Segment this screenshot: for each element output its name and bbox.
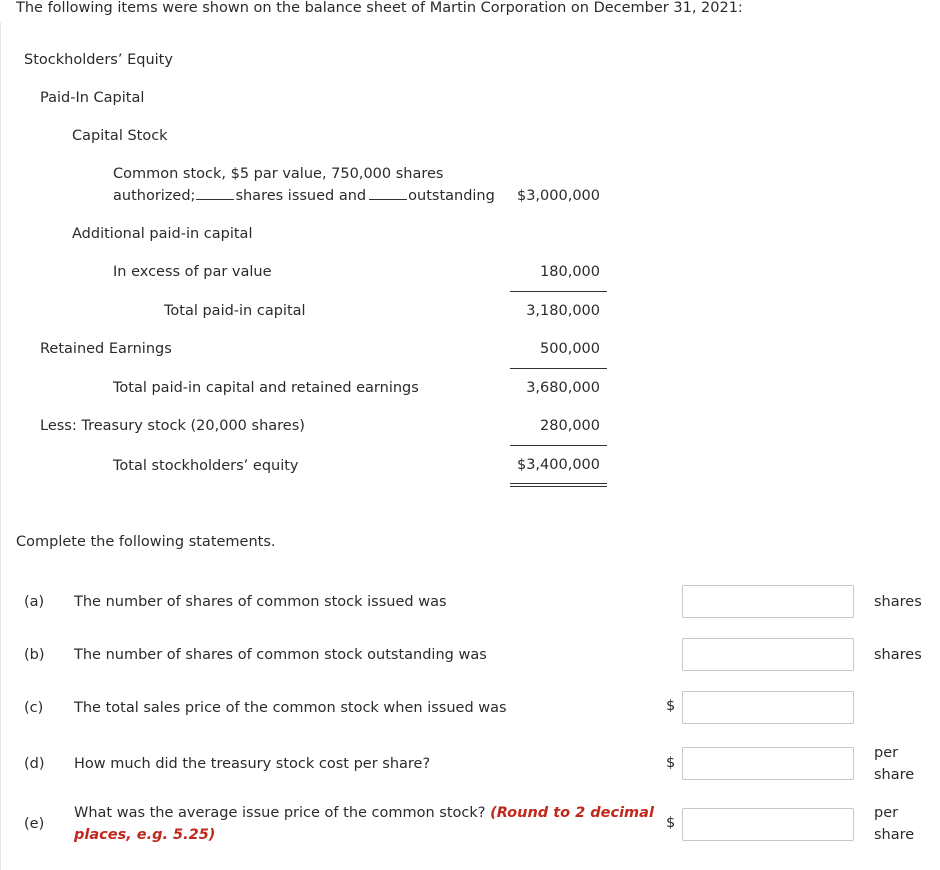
subtotal-rule bbox=[510, 368, 607, 369]
retained-earnings-label: Retained Earnings bbox=[40, 341, 172, 357]
question-label: (d) bbox=[24, 756, 45, 772]
paid-in-heading: Paid-In Capital bbox=[40, 90, 145, 106]
unit-label: shares bbox=[874, 647, 922, 663]
question-text: What was the average issue price of the common stock? bbox=[74, 805, 486, 821]
retained-earnings-amount: 500,000 bbox=[540, 341, 600, 357]
outstanding-blank bbox=[369, 188, 407, 200]
question-label: (c) bbox=[24, 700, 44, 716]
question-label: (b) bbox=[24, 647, 45, 663]
question-card bbox=[0, 22, 940, 870]
question-text-line1 bbox=[74, 805, 654, 821]
excess-amount: 180,000 bbox=[540, 264, 600, 280]
total-pic-re-label: Total paid-in capital and retained earnings bbox=[113, 380, 419, 396]
intro-text: The following items were shown on the balance sheet of Martin Corporation on December 31, 2021: bbox=[16, 0, 743, 16]
outstanding-text: outstanding bbox=[408, 188, 495, 204]
authorized-text: authorized; bbox=[113, 188, 196, 204]
rounding-hint-line2: places, e.g. 5.25) bbox=[74, 827, 216, 843]
double-rule-top bbox=[510, 483, 607, 484]
unit-label: shares bbox=[874, 594, 922, 610]
capital-stock-heading: Capital Stock bbox=[72, 128, 168, 144]
treasury-label: Less: Treasury stock (20,000 shares) bbox=[40, 418, 305, 434]
question-label: (e) bbox=[24, 816, 45, 832]
question-text: The number of shares of common stock outstanding was bbox=[74, 647, 487, 663]
apic-heading: Additional paid-in capital bbox=[72, 226, 253, 242]
answer-input-b[interactable] bbox=[682, 638, 854, 671]
answer-input-a[interactable] bbox=[682, 585, 854, 618]
excess-label: In excess of par value bbox=[113, 264, 272, 280]
total-paid-in-amount: 3,180,000 bbox=[526, 303, 600, 319]
issued-blank bbox=[196, 188, 234, 200]
section-heading: Stockholders’ Equity bbox=[24, 52, 173, 68]
rounding-hint: (Round to 2 decimal bbox=[490, 805, 654, 821]
answer-input-e[interactable] bbox=[682, 808, 854, 841]
common-stock-amount: $3,000,000 bbox=[516, 188, 600, 204]
question-label: (a) bbox=[24, 594, 45, 610]
total-pic-re-amount: 3,680,000 bbox=[526, 380, 600, 396]
total-se-label: Total stockholders’ equity bbox=[113, 458, 299, 474]
dollar-prefix: $ bbox=[666, 698, 676, 714]
total-se-amount: $3,400,000 bbox=[516, 457, 600, 473]
common-stock-line1: Common stock, $5 par value, 750,000 shares bbox=[113, 166, 444, 182]
instructions-text: Complete the following statements. bbox=[16, 534, 276, 550]
question-text: The number of shares of common stock issued was bbox=[74, 594, 447, 610]
question-text: The total sales price of the common stock when issued was bbox=[74, 700, 507, 716]
dollar-prefix: $ bbox=[666, 755, 676, 771]
subtotal-rule bbox=[510, 291, 607, 292]
double-rule-bottom bbox=[510, 486, 607, 487]
common-stock-line2 bbox=[113, 188, 495, 204]
unit-label: per share bbox=[874, 745, 915, 783]
subtotal-rule bbox=[510, 445, 607, 446]
answer-input-c[interactable] bbox=[682, 691, 854, 724]
unit-label: per share bbox=[874, 805, 915, 843]
total-paid-in-label: Total paid-in capital bbox=[164, 303, 306, 319]
issued-text: shares issued and bbox=[235, 188, 367, 204]
answer-input-d[interactable] bbox=[682, 747, 854, 780]
question-text: How much did the treasury stock cost per share? bbox=[74, 756, 431, 772]
dollar-prefix: $ bbox=[666, 815, 676, 831]
treasury-amount: 280,000 bbox=[540, 418, 600, 434]
